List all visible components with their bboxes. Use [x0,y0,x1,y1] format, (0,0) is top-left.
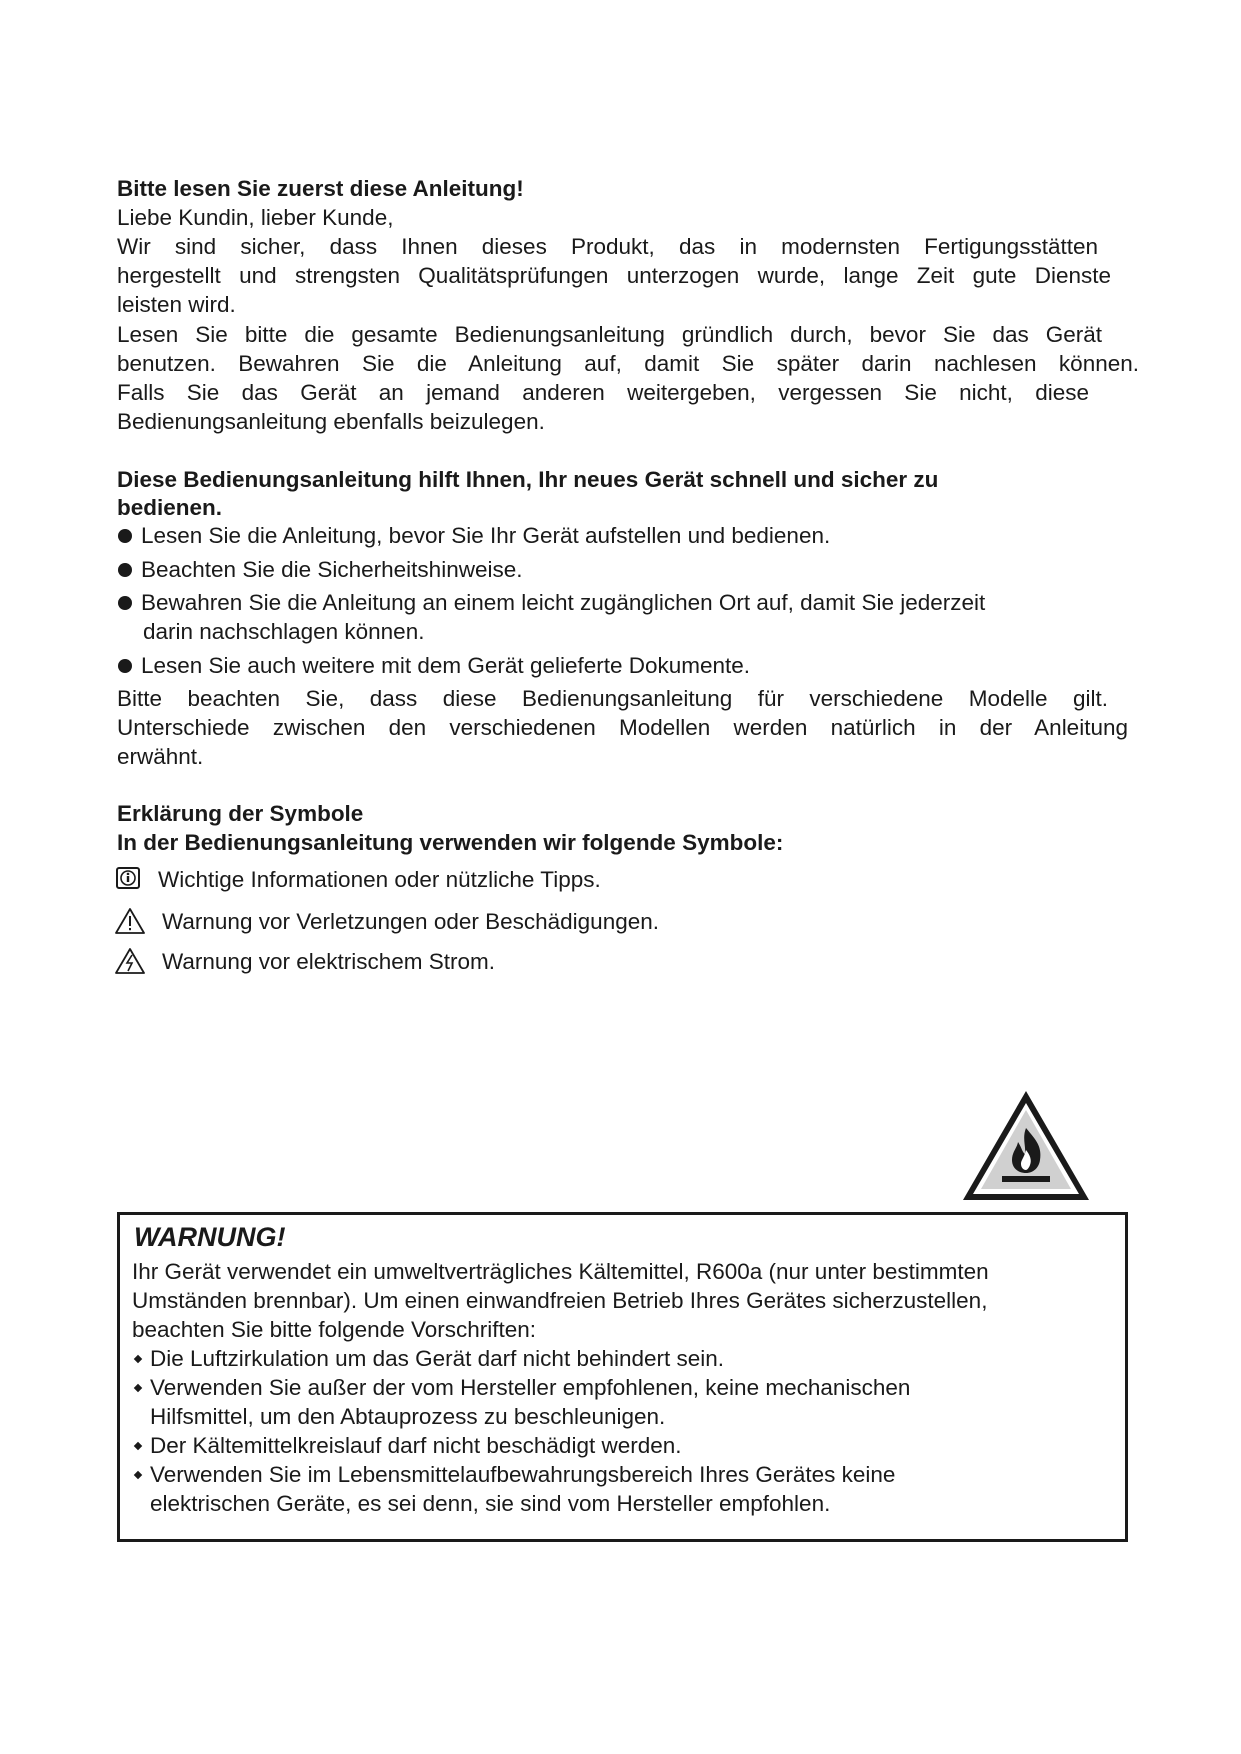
greeting: Liebe Kundin, lieber Kunde, [117,205,394,230]
intro-para1-line3: leisten wird. [117,292,236,317]
bullet-dot [118,596,132,610]
intro-heading: Bitte lesen Sie zuerst diese Anleitung! [117,176,524,201]
warning-bullet-3: Der Kältemittelkreislauf darf nicht beschädigt werden. [150,1433,682,1458]
guide-bullet-2: Beachten Sie die Sicherheitshinweise. [141,557,523,582]
warning-bullet-1: Die Luftzirkulation um das Gerät darf nicht behindert sein. [150,1346,725,1371]
symbol-electric-text: Warnung vor elektrischem Strom. [162,949,496,974]
guide-note-line1: Bitte beachten Sie, dass diese Bedienungsanleitung für verschiedene Modelle gilt. [117,686,1108,711]
guide-bullet-3-cont: darin nachschlagen können. [143,619,425,644]
warning-bullet-4-cont: elektrischen Geräte, es sei denn, sie sind vom Hersteller empfohlen. [150,1491,831,1516]
intro-para2-line4: Bedienungsanleitung ebenfalls beizulegen. [117,409,545,434]
warning-bullet-2: Verwenden Sie außer der vom Hersteller empfohlenen, keine mechanischen [150,1375,911,1400]
flammable-warning-icon [960,1088,1092,1204]
warning-bullet-4: Verwenden Sie im Lebensmittelaufbewahrungsbereich Ihres Gerätes keine [150,1462,896,1487]
warning-triangle-icon [114,907,146,935]
warning-bullet-2-cont: Hilfsmittel, um den Abtauprozess zu beschleunigen. [150,1404,666,1429]
guide-note-line3: erwähnt. [117,744,204,769]
guide-bullet-1: Lesen Sie die Anleitung, bevor Sie Ihr Gerät aufstellen und bedienen. [141,523,831,548]
warning-line1: Ihr Gerät verwendet ein umweltverträgliches Kältemittel, R600a (nur unter bestimmten [132,1259,989,1284]
warning-line2: Umständen brennbar). Um einen einwandfreien Betrieb Ihres Gerätes sicherzustellen, [132,1288,988,1313]
symbols-heading-1: Erklärung der Symbole [117,801,364,826]
warning-title: WARNUNG! [134,1222,286,1252]
symbol-warning-text: Warnung vor Verletzungen oder Beschädigungen. [162,909,659,934]
bullet-dot [118,563,132,577]
intro-para2-line2: benutzen. Bewahren Sie die Anleitung auf, damit Sie später darin nachlesen können. [117,351,1139,376]
intro-para1-line1: Wir sind sicher, dass Ihnen dieses Produkt, das in modernsten Fertigungsstätten [117,234,1098,259]
info-icon [116,867,140,889]
intro-para2-line1: Lesen Sie bitte die gesamte Bedienungsanleitung gründlich durch, bevor Sie das Gerät [117,322,1102,347]
bullet-dot [118,529,132,543]
symbols-heading-2: In der Bedienungsanleitung verwenden wir folgende Symbole: [117,830,784,855]
guide-bullet-3: Bewahren Sie die Anleitung an einem leicht zugänglichen Ort auf, damit Sie jederzeit [141,590,986,615]
bullet-dot [118,659,132,673]
guide-bullet-4: Lesen Sie auch weitere mit dem Gerät gelieferte Dokumente. [141,653,751,678]
symbol-info-text: Wichtige Informationen oder nützliche Tipps. [158,867,601,892]
guide-heading-line1: Diese Bedienungsanleitung hilft Ihnen, Ihr neues Gerät schnell und sicher zu [117,467,939,492]
electric-warning-icon [114,947,146,975]
guide-heading-line2: bedienen. [117,495,223,520]
intro-para1-line2: hergestellt und strengsten Qualitätsprüfungen unterzogen wurde, lange Zeit gute Dienste [117,263,1111,288]
guide-note-line2: Unterschiede zwischen den verschiedenen Modellen werden natürlich in der Anleitung [117,715,1128,740]
intro-para2-line3: Falls Sie das Gerät an jemand anderen weitergeben, vergessen Sie nicht, diese [117,380,1089,405]
warning-line3: beachten Sie bitte folgende Vorschriften: [132,1317,537,1342]
